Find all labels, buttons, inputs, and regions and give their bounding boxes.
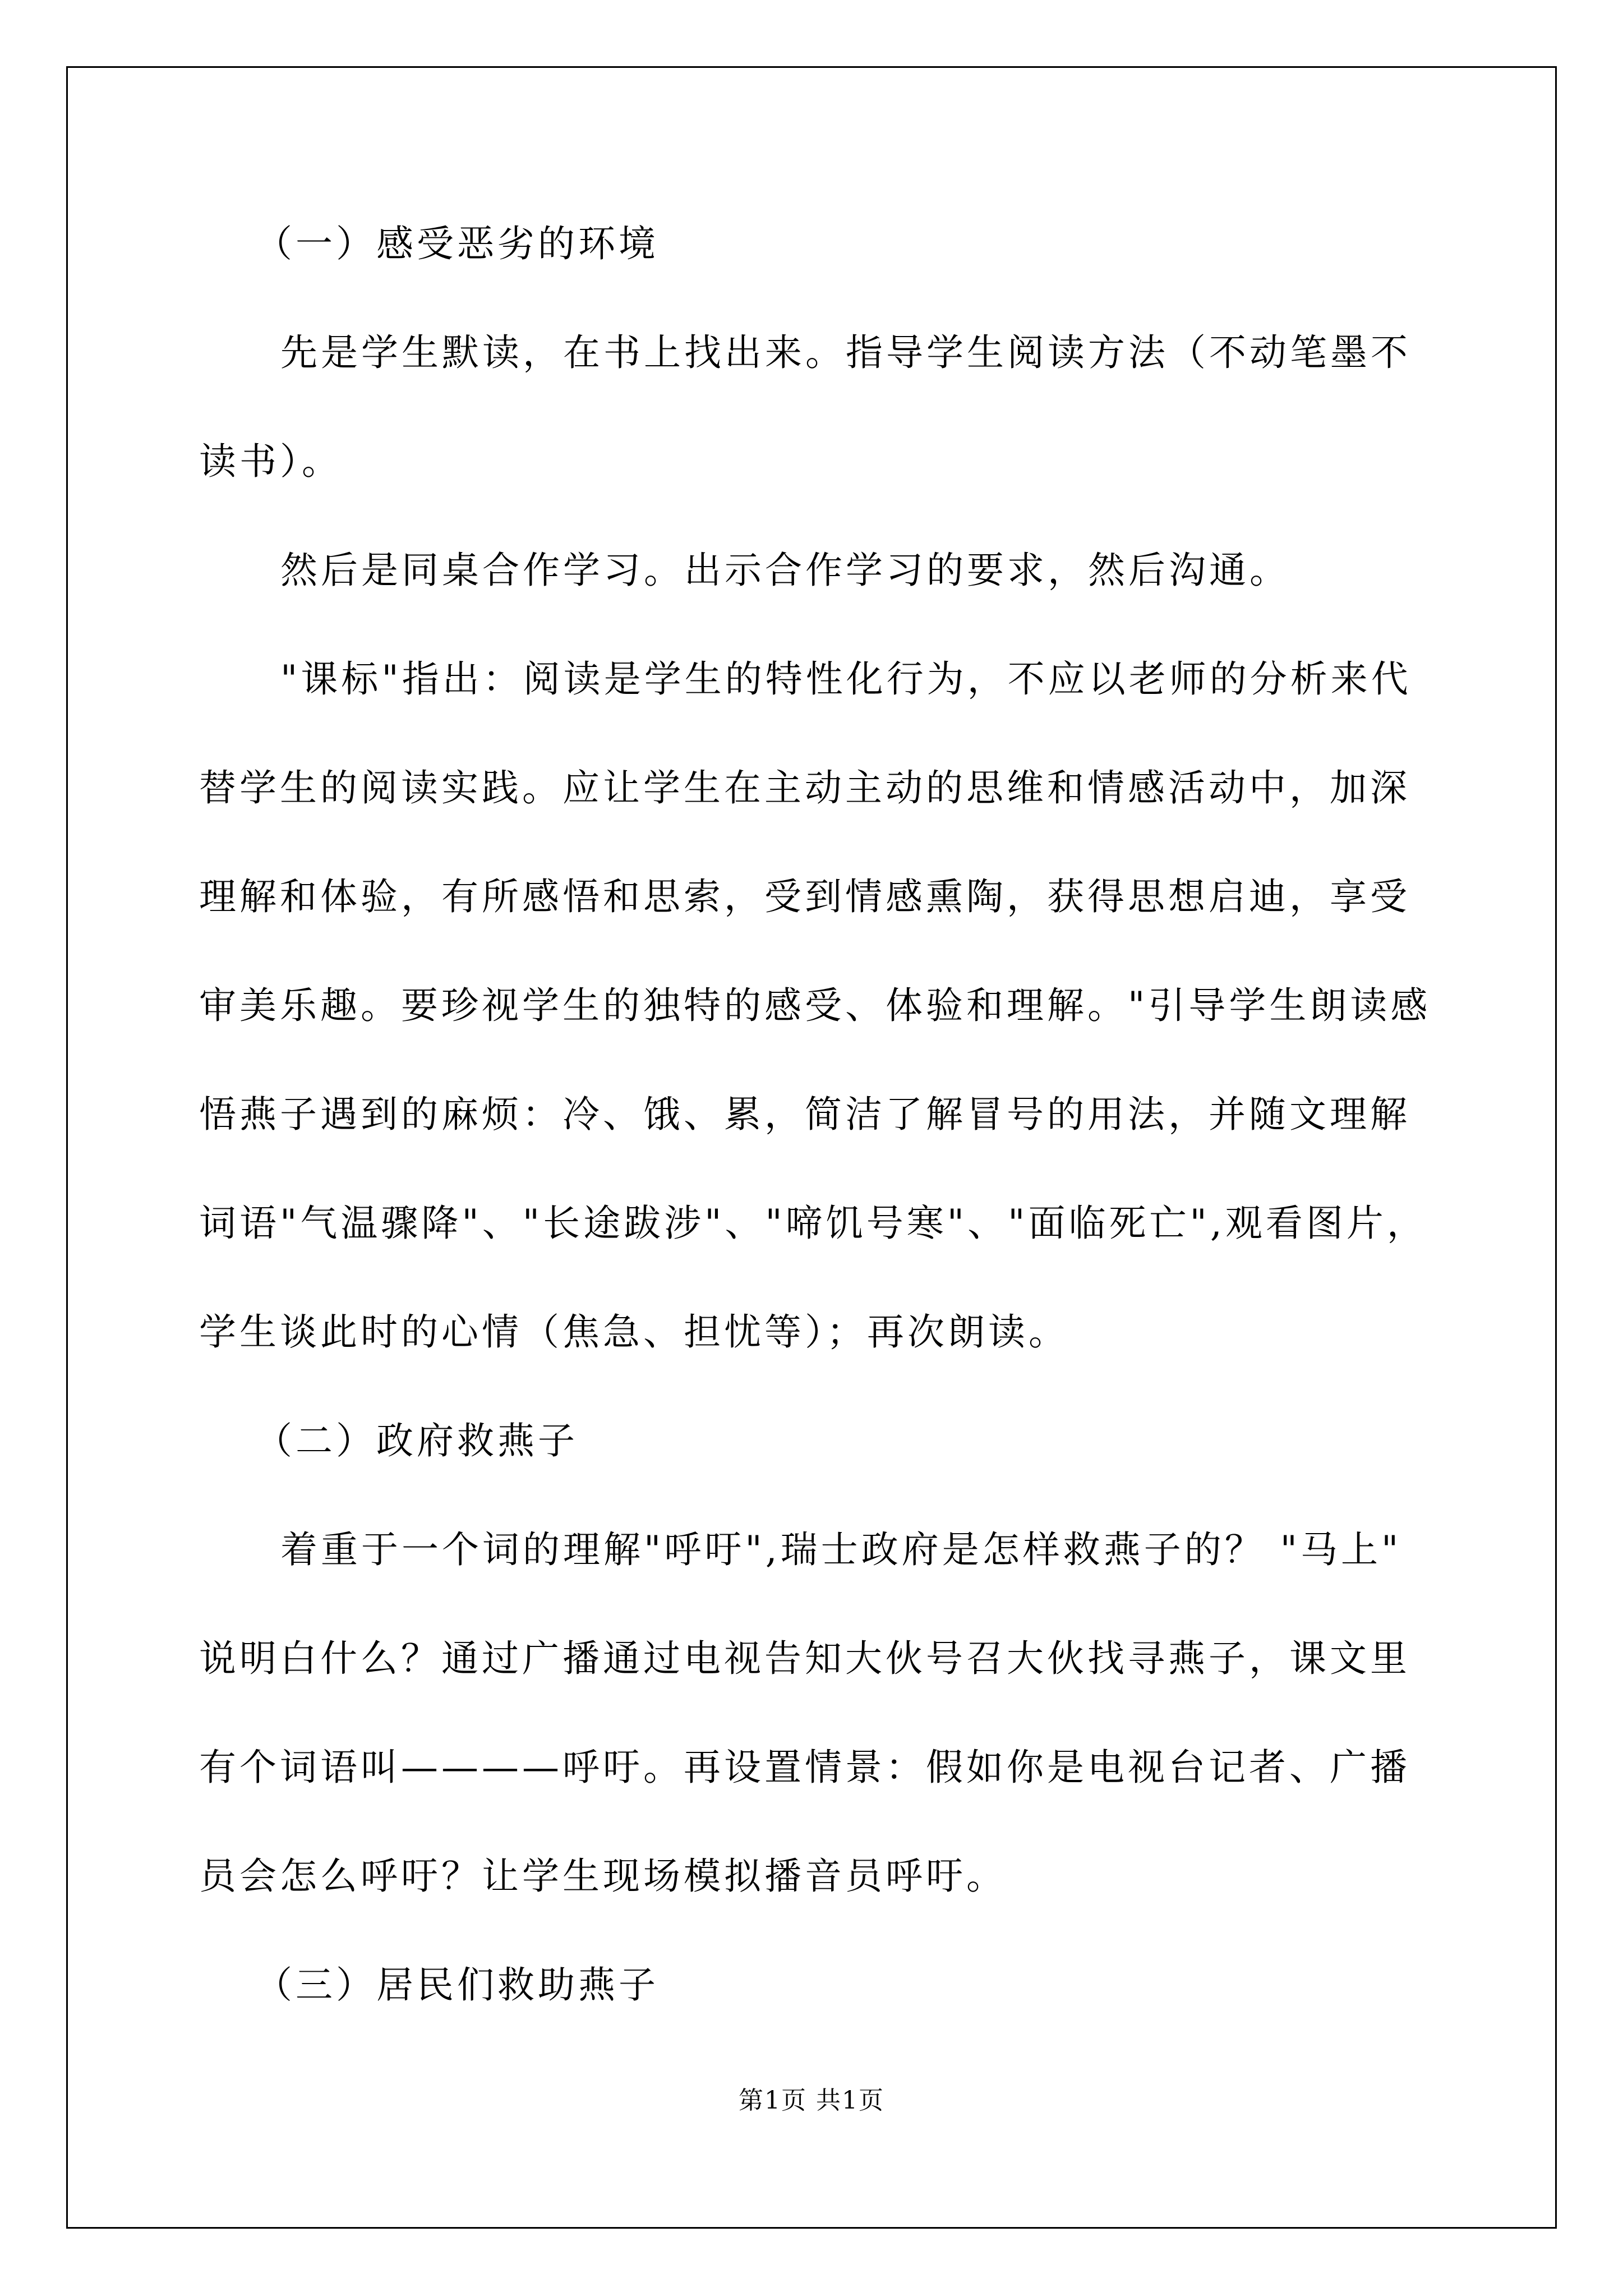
paragraph-line: 员会怎么呼吁？让学生现场模拟播音员呼吁。 bbox=[199, 1855, 1007, 1898]
section-heading-1: （一）感受恶劣的环境 bbox=[255, 222, 659, 265]
page-border bbox=[66, 66, 1557, 2229]
paragraph-line: 先是学生默读，在书上找出来。指导学生阅读方法（不动笔墨不 bbox=[280, 331, 1411, 374]
section-heading-2: （二）政府救燕子 bbox=[255, 1419, 578, 1462]
paragraph-line: 读书）。 bbox=[199, 440, 342, 483]
paragraph-line: 学生谈此时的心情（焦急、担忧等）；再次朗读。 bbox=[199, 1310, 1069, 1354]
paragraph-line: 词语"气温骤降"、"长途跋涉"、"啼饥号寒"、"面临死亡",观看图片， bbox=[199, 1202, 1427, 1245]
paragraph-line: 有个词语叫————呼吁。再设置情景：假如你是电视台记者、广播 bbox=[199, 1746, 1410, 1789]
paragraph-line: 然后是同桌合作学习。出示合作学习的要求，然后沟通。 bbox=[280, 549, 1290, 592]
paragraph-line: 着重于一个词的理解"呼吁",瑞士政府是怎样救燕子的？ "马上" bbox=[280, 1528, 1402, 1571]
paragraph-line: 悟燕子遇到的麻烦：冷、饿、累，简洁了解冒号的用法，并随文理解 bbox=[199, 1093, 1410, 1136]
paragraph-line: 理解和体验，有所感悟和思索，受到情感熏陶，获得思想启迪，享受 bbox=[199, 875, 1410, 918]
paragraph-line: "课标"指出：阅读是学生的特性化行为，不应以老师的分析来代 bbox=[280, 657, 1412, 701]
section-heading-3: （三）居民们救助燕子 bbox=[255, 1963, 659, 2007]
paragraph-line: 审美乐趣。要珍视学生的独特的感受、体验和理解。"引导学生朗读感 bbox=[199, 984, 1431, 1027]
page-footer: 第1页 共1页 bbox=[739, 2086, 884, 2115]
paragraph-line: 替学生的阅读实践。应让学生在主动主动的思维和情感活动中，加深 bbox=[199, 766, 1410, 809]
paragraph-line: 说明白什么？通过广播通过电视告知大伙号召大伙找寻燕子，课文里 bbox=[199, 1637, 1410, 1680]
